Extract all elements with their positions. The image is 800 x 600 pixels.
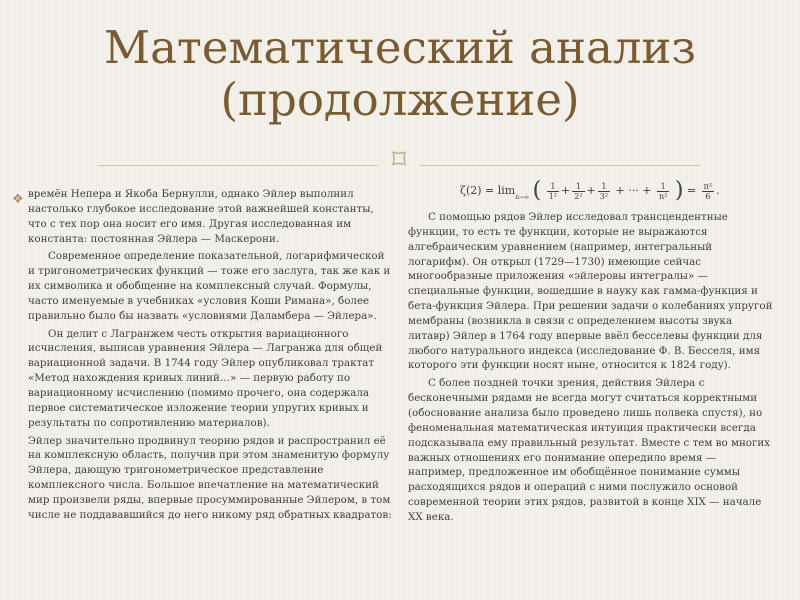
- title-divider-left: [98, 165, 378, 166]
- formula-open-paren: (: [532, 178, 542, 203]
- left-paragraph-1: времён Непера и Якоба Бернулли, однако Эйлер выполнил настолько глубокое исследование этой важнейшей константы, что с тех пор она носит его имя. Другая исследованная им константа: постоянная Эйлера — Маскерони.: [28, 188, 374, 245]
- term-2-denominator: 2²: [574, 191, 583, 201]
- result-numerator: π²: [703, 181, 713, 191]
- formula-term-3: [598, 182, 610, 201]
- left-paragraph-4: Эйлер значительно продвинул теорию рядов и распространил её на комплексную область, получив при этом знаменитую формулу Эйлера, дающую тригонометрическое представление комплексного числа. Большое впечатление на математический мир произвели ряды, впервые просуммированные Эйлером, в том числе не поддававшийся до него никому ряд обратных квадратов:: [28, 434, 392, 521]
- bullet-icon: ❖: [12, 192, 24, 207]
- formula-term-2: [572, 182, 584, 201]
- left-text-column: [28, 187, 394, 526]
- slide-title-line-2: (продолжение): [220, 73, 580, 126]
- title-divider-right: [420, 165, 700, 166]
- term-n-denominator: n²: [658, 191, 668, 201]
- term-1-numerator: 1: [547, 182, 559, 192]
- basel-formula: $\zeta(2) = \lim_{n\to\infty}$ ( $\frac{1}{\text{1²}}$ + $\frac{1}{\text{2²}}$ + $\frac{1}{\text{3²}}$ + ··· + $\frac{1}{\text{n²}}$ ) = $\frac{\text{π²}}{6}$ .: [460, 178, 720, 203]
- left-paragraph-3: Он делит с Лагранжем честь открытия вариационного исчисления, выписав уравнения Эйлера — Лагранжа для общей вариационной задачи. В 1744 году Эйлер опубликовал трактат «Метод нахождения кривых линий…» — первую работу по вариационному исчислению (помимо прочего, она содержала первое систематическое изложение теории упругих кривых и результаты по сопротивлению материалов).: [28, 327, 383, 429]
- right-paragraph-2: С более поздней точки зрения, действия Эйлера с бесконечными рядами не всегда могут считаться корректными (обоснование анализа было проведено лишь полвека спустя), но феноменальная математическая интуиция практически всегда подсказывала ему правильный результат. Вместе с тем во многих важных отношениях его понимание опередило время — например, предложенное им обобщённое понимание суммы расходящихся рядов и операций с ними послужило основой современной теории этих рядов, развитой в конце XIX — начале XX века.: [408, 377, 771, 523]
- ornament-icon: ⌑: [391, 143, 407, 176]
- formula-result: [702, 182, 714, 201]
- formula-lhs: ζ(2) = lim: [460, 184, 516, 197]
- term-n-numerator: 1: [657, 182, 669, 192]
- formula-term-1: [547, 182, 559, 201]
- term-1-denominator: 1²: [548, 191, 558, 201]
- formula-limit-subscript: n→∞: [515, 194, 530, 201]
- formula-close-paren: ): [674, 178, 684, 203]
- right-text-column: [408, 210, 773, 528]
- slide-title: [40, 22, 760, 126]
- term-3-denominator: 3²: [599, 191, 609, 201]
- right-paragraph-1: С помощью рядов Эйлер исследовал трансцендентные функции, то есть те функции, которые не выражаются алгебраическим уравнением (например, интегральный логарифм). Он открыл (1729—1730) имеющие сейчас многообразные приложения «эйлеровы интегралы» — специальные функции, вошедшие в науку как гамма-функция и бета-функция Эйлера. При решении задачи о колебаниях упругой мембраны (возникла в связи с определением высоты звука литавр) Эйлер в 1764 году впервые ввёл бесселевы функции для любого натурального индекса (исследование Ф. В. Бесселя, имя которого эти функции носят ныне, относится к 1824 году).: [408, 211, 773, 372]
- term-3-numerator: 1: [598, 182, 610, 192]
- formula-ellipsis: + ··· +: [615, 184, 652, 197]
- formula-term-n: [657, 182, 669, 201]
- slide-title-line-1: Математический анализ: [104, 21, 696, 74]
- left-paragraph-2: Современное определение показательной, логарифмической и тригонометрических функций — тоже его заслуга, так же как и их символика и обобщение на комплексный случай. Формулы, часто именуемые в учебниках «условия Коши Римана», более правильно было бы назвать «условиями Даламбера — Эйлера».: [28, 250, 391, 322]
- result-denominator: 6: [705, 191, 711, 201]
- term-2-numerator: 1: [572, 182, 584, 192]
